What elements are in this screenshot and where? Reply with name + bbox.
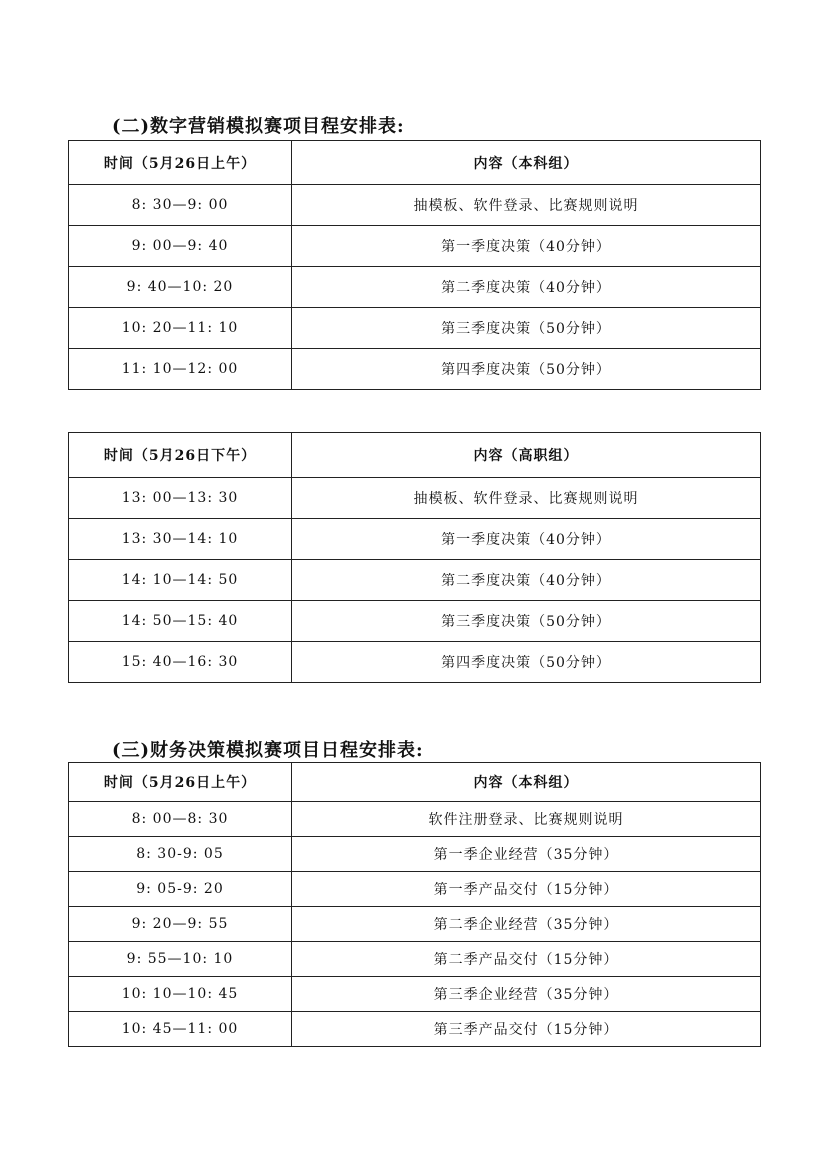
content-cell: 第一季企业经营（35分钟） bbox=[292, 837, 761, 872]
section-title-finance: (三)财务决策模拟赛项目日程安排表: bbox=[112, 740, 424, 761]
content-cell: 第一季产品交付（15分钟） bbox=[292, 872, 761, 907]
time-cell: 8: 30-9: 05 bbox=[69, 837, 292, 872]
time-cell: 13: 30—14: 10 bbox=[69, 519, 292, 560]
time-cell: 10: 10—10: 45 bbox=[69, 977, 292, 1012]
time-cell: 9: 00—9: 40 bbox=[69, 226, 292, 267]
content-cell: 第三季产品交付（15分钟） bbox=[292, 1012, 761, 1047]
table-row bbox=[69, 185, 761, 226]
column-header-time: 时间（5月26日上午） bbox=[69, 763, 292, 802]
table-row bbox=[69, 267, 761, 308]
table-row bbox=[69, 601, 761, 642]
table-row bbox=[69, 308, 761, 349]
table-row bbox=[69, 1012, 761, 1047]
table-row bbox=[69, 226, 761, 267]
content-cell: 第一季度决策（40分钟） bbox=[292, 519, 761, 560]
content-cell: 第三季企业经营（35分钟） bbox=[292, 977, 761, 1012]
table-row bbox=[69, 907, 761, 942]
section-title-marketing: (二)数字营销模拟赛项目程安排表: bbox=[112, 116, 405, 137]
table-header-row bbox=[69, 141, 761, 185]
time-cell: 10: 45—11: 00 bbox=[69, 1012, 292, 1047]
column-header-time: 时间（5月26日下午） bbox=[69, 433, 292, 478]
column-header-time: 时间（5月26日上午） bbox=[69, 141, 292, 185]
content-cell: 第四季度决策（50分钟） bbox=[292, 642, 761, 683]
column-header-content: 内容（本科组） bbox=[292, 141, 761, 185]
table-row bbox=[69, 802, 761, 837]
table-row bbox=[69, 349, 761, 390]
time-cell: 11: 10—12: 00 bbox=[69, 349, 292, 390]
table-row bbox=[69, 519, 761, 560]
time-cell: 15: 40—16: 30 bbox=[69, 642, 292, 683]
content-cell: 第一季度决策（40分钟） bbox=[292, 226, 761, 267]
content-cell: 第三季度决策（50分钟） bbox=[292, 601, 761, 642]
table-header-row bbox=[69, 433, 761, 478]
schedule-table-marketing-morning bbox=[68, 140, 761, 390]
time-cell: 9: 40—10: 20 bbox=[69, 267, 292, 308]
table-row bbox=[69, 977, 761, 1012]
content-cell: 第二季度决策（40分钟） bbox=[292, 267, 761, 308]
column-header-content: 内容（高职组） bbox=[292, 433, 761, 478]
table-row bbox=[69, 872, 761, 907]
time-cell: 8: 00—8: 30 bbox=[69, 802, 292, 837]
time-cell: 9: 20—9: 55 bbox=[69, 907, 292, 942]
table-row bbox=[69, 942, 761, 977]
time-cell: 8: 30—9: 00 bbox=[69, 185, 292, 226]
table-row bbox=[69, 642, 761, 683]
content-cell: 第二季企业经营（35分钟） bbox=[292, 907, 761, 942]
time-cell: 10: 20—11: 10 bbox=[69, 308, 292, 349]
content-cell: 第四季度决策（50分钟） bbox=[292, 349, 761, 390]
content-cell: 抽模板、软件登录、比赛规则说明 bbox=[292, 478, 761, 519]
table-row bbox=[69, 837, 761, 872]
table-header-row bbox=[69, 763, 761, 802]
table-row bbox=[69, 478, 761, 519]
content-cell: 软件注册登录、比赛规则说明 bbox=[292, 802, 761, 837]
schedule-table-marketing-afternoon bbox=[68, 432, 761, 683]
table-row bbox=[69, 560, 761, 601]
time-cell: 14: 10—14: 50 bbox=[69, 560, 292, 601]
time-cell: 13: 00—13: 30 bbox=[69, 478, 292, 519]
schedule-table-finance bbox=[68, 762, 761, 1047]
content-cell: 第三季度决策（50分钟） bbox=[292, 308, 761, 349]
time-cell: 9: 05-9: 20 bbox=[69, 872, 292, 907]
time-cell: 9: 55—10: 10 bbox=[69, 942, 292, 977]
content-cell: 抽模板、软件登录、比赛规则说明 bbox=[292, 185, 761, 226]
column-header-content: 内容（本科组） bbox=[292, 763, 761, 802]
content-cell: 第二季度决策（40分钟） bbox=[292, 560, 761, 601]
time-cell: 14: 50—15: 40 bbox=[69, 601, 292, 642]
content-cell: 第二季产品交付（15分钟） bbox=[292, 942, 761, 977]
